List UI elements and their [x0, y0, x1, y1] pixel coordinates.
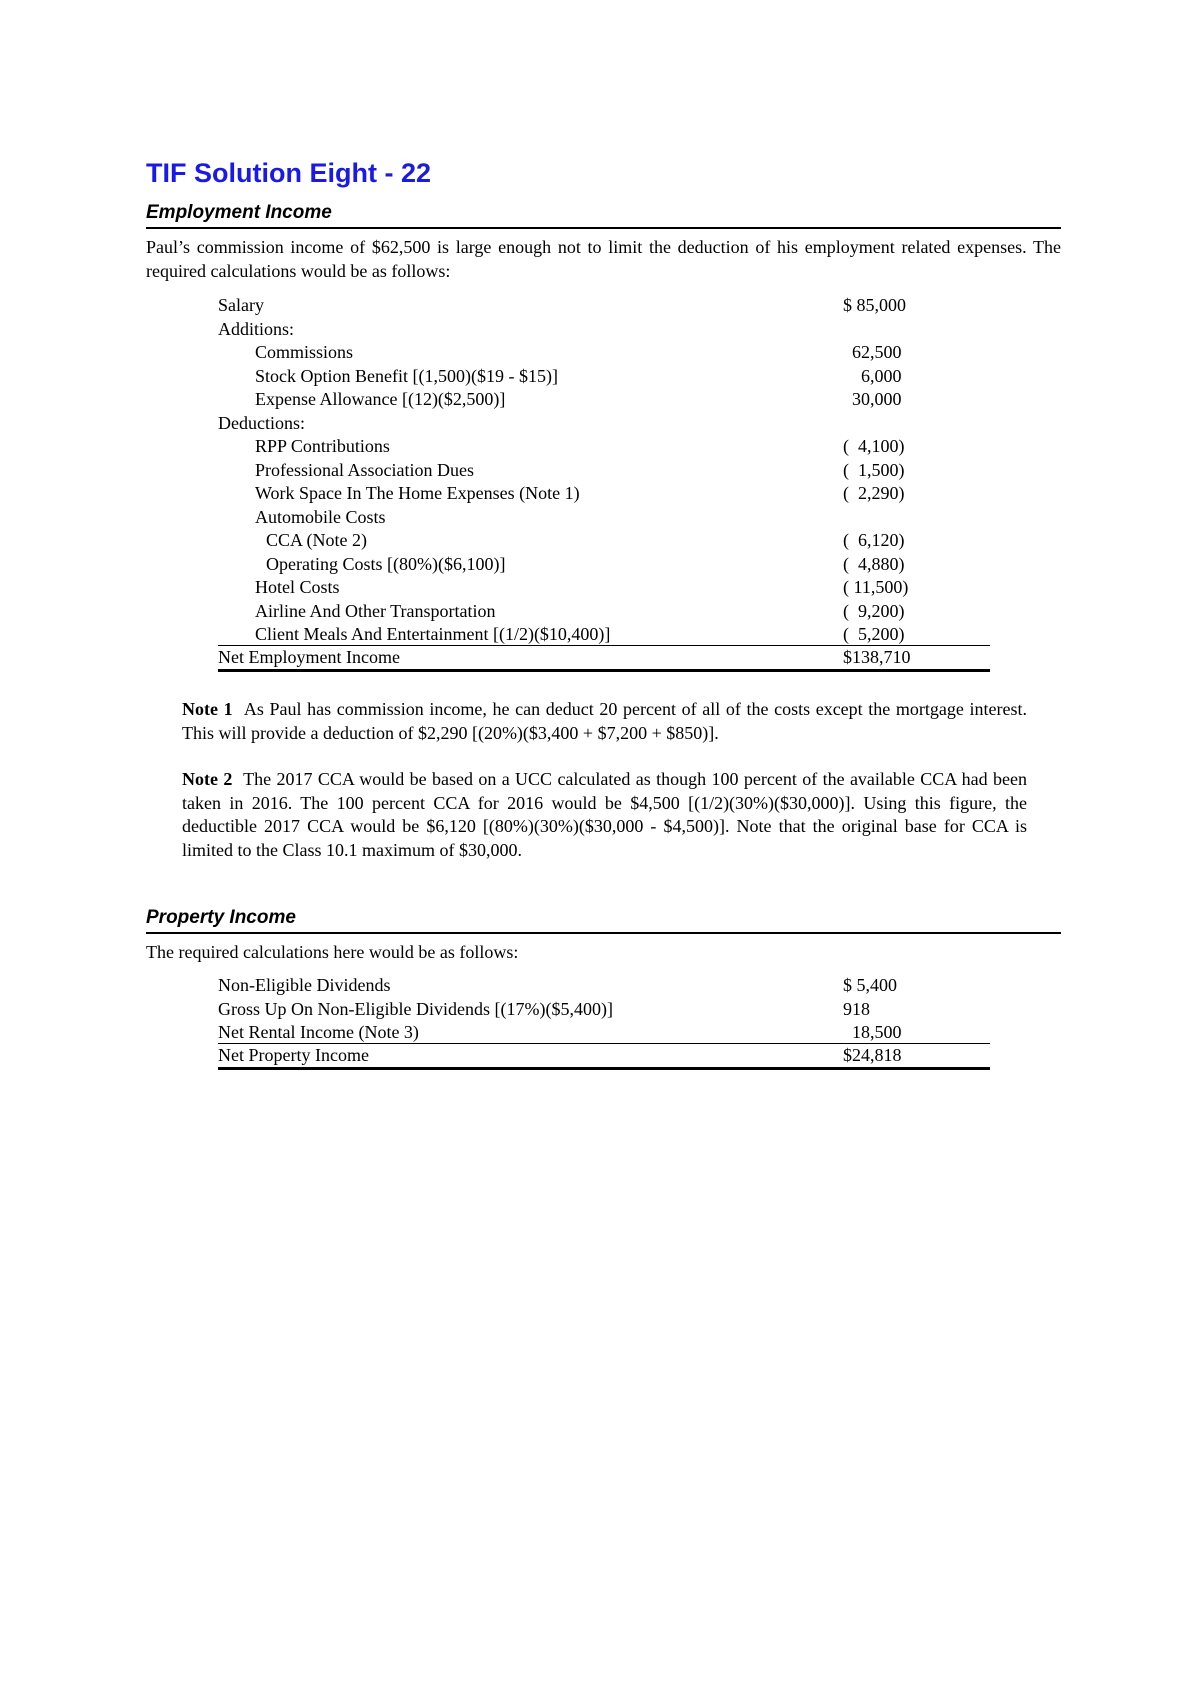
table-row: Salary $ 85,000	[218, 295, 906, 315]
table-row: Expense Allowance [(12)($2,500)] 30,000	[255, 389, 902, 409]
employment-table	[218, 294, 990, 672]
property-table	[218, 974, 990, 1070]
note-1	[182, 698, 1027, 745]
table-row: Automobile Costs	[255, 506, 386, 527]
table-row: Net Rental Income (Note 3) 18,500	[218, 1021, 990, 1044]
note-2-label: Note 2	[182, 769, 233, 789]
page-title: TIF Solution Eight - 22	[146, 158, 431, 188]
table-row: Deductions:	[218, 412, 305, 433]
table-row: RPP Contributions ( 4,100)	[255, 436, 905, 456]
table-row: Professional Association Dues ( 1,500)	[255, 459, 905, 480]
table-row: Gross Up On Non-Eligible Dividends [(17%)($5,400)] 918	[218, 998, 870, 1019]
table-row: Stock Option Benefit [(1,500)($19 - $15)] 6,000	[255, 365, 902, 386]
table-row: Airline And Other Transportation ( 9,200)	[255, 600, 905, 621]
property-intro: The required calculations here would be as follows:	[146, 942, 519, 962]
table-row: Additions:	[218, 318, 295, 339]
note-2	[182, 768, 1027, 862]
property-heading: Property Income	[146, 907, 1061, 934]
table-row: Hotel Costs ( 11,500)	[255, 577, 909, 597]
note-1-label: Note 1	[182, 699, 233, 719]
total-row: Net Property Income $24,818	[218, 1044, 990, 1070]
employment-heading: Employment Income	[146, 202, 1061, 229]
table-row: Commissions 62,500	[255, 342, 902, 362]
table-row: Operating Costs [(80%)($6,100)] ( 4,880)	[266, 553, 905, 574]
table-row: Client Meals And Entertainment [(1/2)($10,400)] ( 5,200)	[218, 623, 990, 646]
table-row: CCA (Note 2) ( 6,120)	[266, 530, 905, 550]
table-row: Non-Eligible Dividends $ 5,400	[218, 975, 897, 995]
note-1-text: As Paul has commission income, he can deduct 20 percent of all of the costs except the mortgage interest. This will provide a deduction of $2,290 [(20%)($3,400 + $7,200 + $850)].	[182, 699, 1028, 743]
note-2-text: The 2017 CCA would be based on a UCC calculated as though 100 percent of the available CCA had been taken in 2016. The 100 percent CCA for 2016 would be $4,500 [(1/2)(30%)($30,000)]. Using this figure, the deductible 2017 CCA would be $6,120 [(80%)(30%)($30,000 - $4,500)]. Note that the original base for CCA is limited to the Class 10.1 maximum of $30,000.	[182, 769, 1028, 860]
total-row: Net Employment Income $138,710	[218, 646, 990, 672]
employment-intro: Paul’s commission income of $62,500 is large enough not to limit the deduction of his employment related expenses. The required calculations would be as follows:	[146, 237, 1061, 281]
table-row: Work Space In The Home Expenses (Note 1) ( 2,290)	[255, 483, 905, 503]
